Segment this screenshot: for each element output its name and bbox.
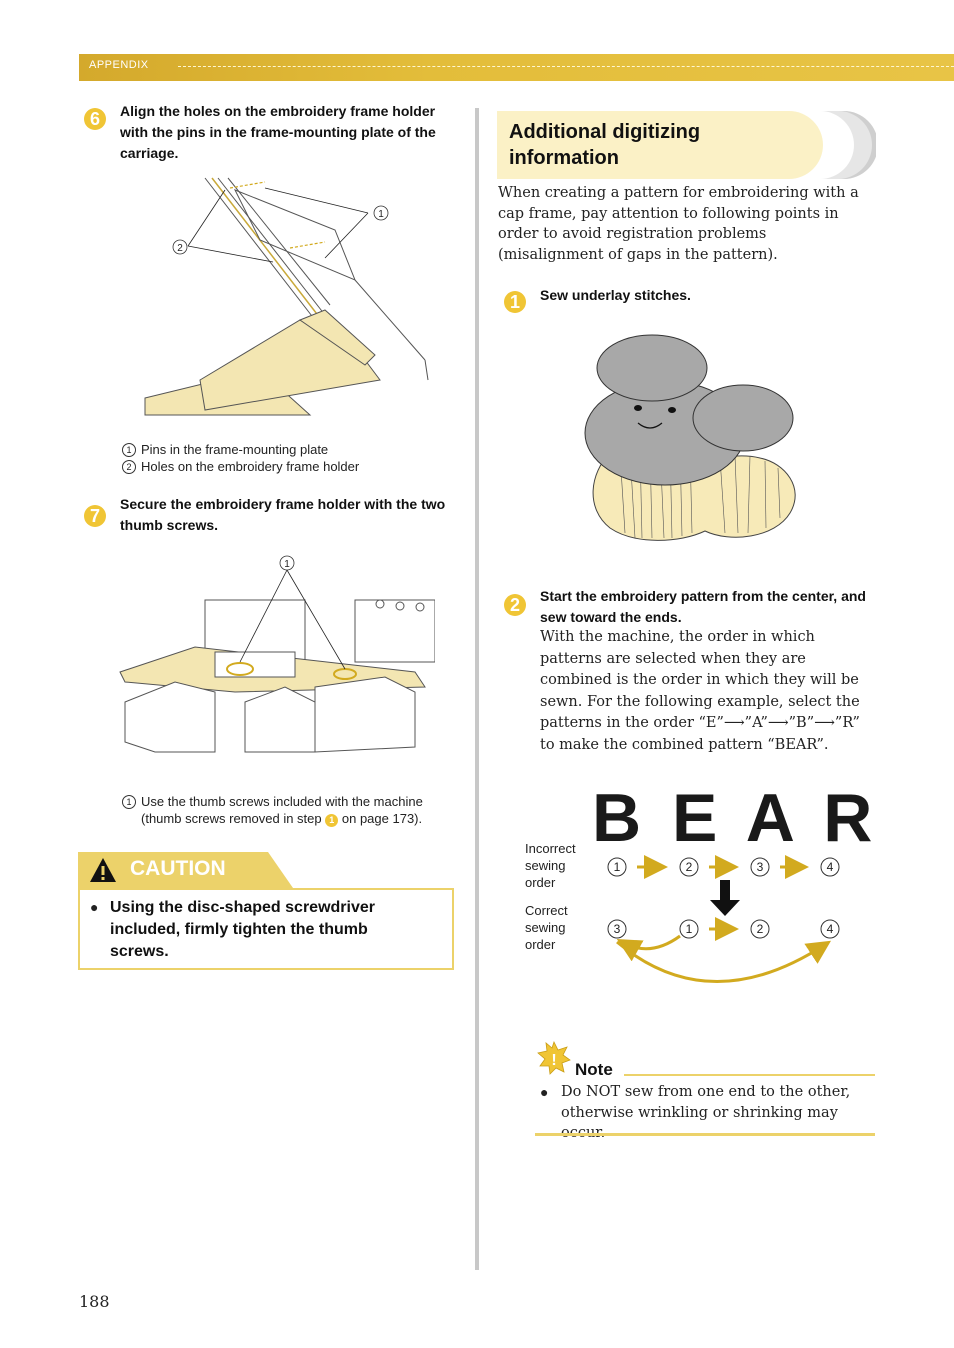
correct-order-3: 2 [756, 922, 764, 936]
incorrect-order-4: 4 [826, 860, 834, 874]
header-bar [79, 54, 954, 81]
callout-text: Pins in the frame-mounting plate [141, 442, 329, 457]
step-2-number: 2 [504, 594, 526, 616]
callout-number: 2 [122, 460, 136, 474]
caution-text: Using the disc-shaped screwdriver included, firmly tighten the thumb screws. [110, 899, 375, 960]
callout-text: Holes on the embroidery frame holder [141, 459, 360, 474]
incorrect-order-1: 1 [613, 860, 621, 874]
sewing-order-diagram [600, 850, 850, 990]
column-divider [475, 108, 479, 1270]
note-title: Note [575, 1060, 613, 1079]
incorrect-order-3: 3 [756, 860, 764, 874]
step-1-title: Sew underlay stitches. [540, 287, 691, 303]
incorrect-order-2: 2 [685, 860, 693, 874]
thumb-screws-illustration [115, 552, 435, 782]
step-2-title: Start the embroidery pattern from the center, and sew toward the ends. [540, 588, 866, 625]
step-6-number: 6 [84, 108, 106, 130]
section-title: Additional digitizing information [509, 121, 701, 169]
callout-text-line1: Use the thumb screws included with the machine [141, 794, 423, 809]
step-6-title: Align the holes on the embroidery frame holder with the pins in the frame-mounting plate of the carriage. [120, 103, 436, 161]
bear-underlay-illustration [580, 333, 800, 548]
svg-text:1: 1 [284, 559, 290, 570]
letter-r: R [823, 780, 879, 856]
correct-order-4: 4 [826, 922, 834, 936]
header-rule [178, 66, 954, 67]
bullet-icon: ● [90, 899, 99, 915]
step-6-callout-1 [122, 441, 328, 458]
letter-e: E [672, 780, 724, 856]
note-bottom-rule [535, 1133, 875, 1136]
caution-title: CAUTION [130, 857, 226, 880]
page-number: 188 [79, 1292, 110, 1311]
correct-order-label: Correct sewing order [525, 903, 568, 952]
callout-number: 1 [122, 795, 136, 809]
section-label: APPENDIX [89, 59, 149, 71]
letter-a: A [745, 780, 799, 856]
step-7-callout [122, 793, 462, 827]
warning-icon [88, 856, 118, 884]
callout-number: 1 [122, 443, 136, 457]
correct-order-2: 1 [685, 922, 693, 936]
letter-b: B [592, 780, 648, 856]
bullet-icon: ● [540, 1084, 549, 1100]
step-ref-icon: 1 [325, 814, 338, 827]
step-6-callout-2 [122, 458, 359, 475]
step-1-number: 1 [504, 291, 526, 313]
section-tab-icon [820, 111, 876, 179]
intro-paragraph: When creating a pattern for embroidering with a cap frame, pay attention to following points in order to avoid registration problems (misalignment of gaps in the pattern). [498, 185, 859, 263]
step-2-body: With the machine, the order in which patterns are selected when they are combined is the order in which they will be sewn. For the following example, select the patterns in the order “E”⟶”A”⟶”B”⟶”R” to make the combined pattern “BEAR”. [540, 629, 860, 753]
note-text: Do NOT sew from one end to the other, otherwise wrinkling or shrinking may [561, 1084, 851, 1121]
bear-letters [592, 778, 878, 858]
step-7-title: Secure the embroidery frame holder with the two thumb screws. [120, 496, 446, 533]
incorrect-order-label: Incorrect sewing order [525, 841, 576, 890]
svg-text:1: 1 [378, 209, 384, 220]
correct-order-1: 3 [613, 922, 621, 936]
note-icon [537, 1041, 571, 1075]
svg-text:!: ! [551, 1052, 557, 1069]
frame-holder-illustration [140, 170, 440, 420]
step-7-number: 7 [84, 505, 106, 527]
note-rule [624, 1074, 875, 1076]
callout-text-line2b: on page 173). [341, 811, 423, 826]
svg-text:2: 2 [177, 243, 183, 254]
callout-text-line2a: (thumb screws removed in step [141, 811, 322, 826]
